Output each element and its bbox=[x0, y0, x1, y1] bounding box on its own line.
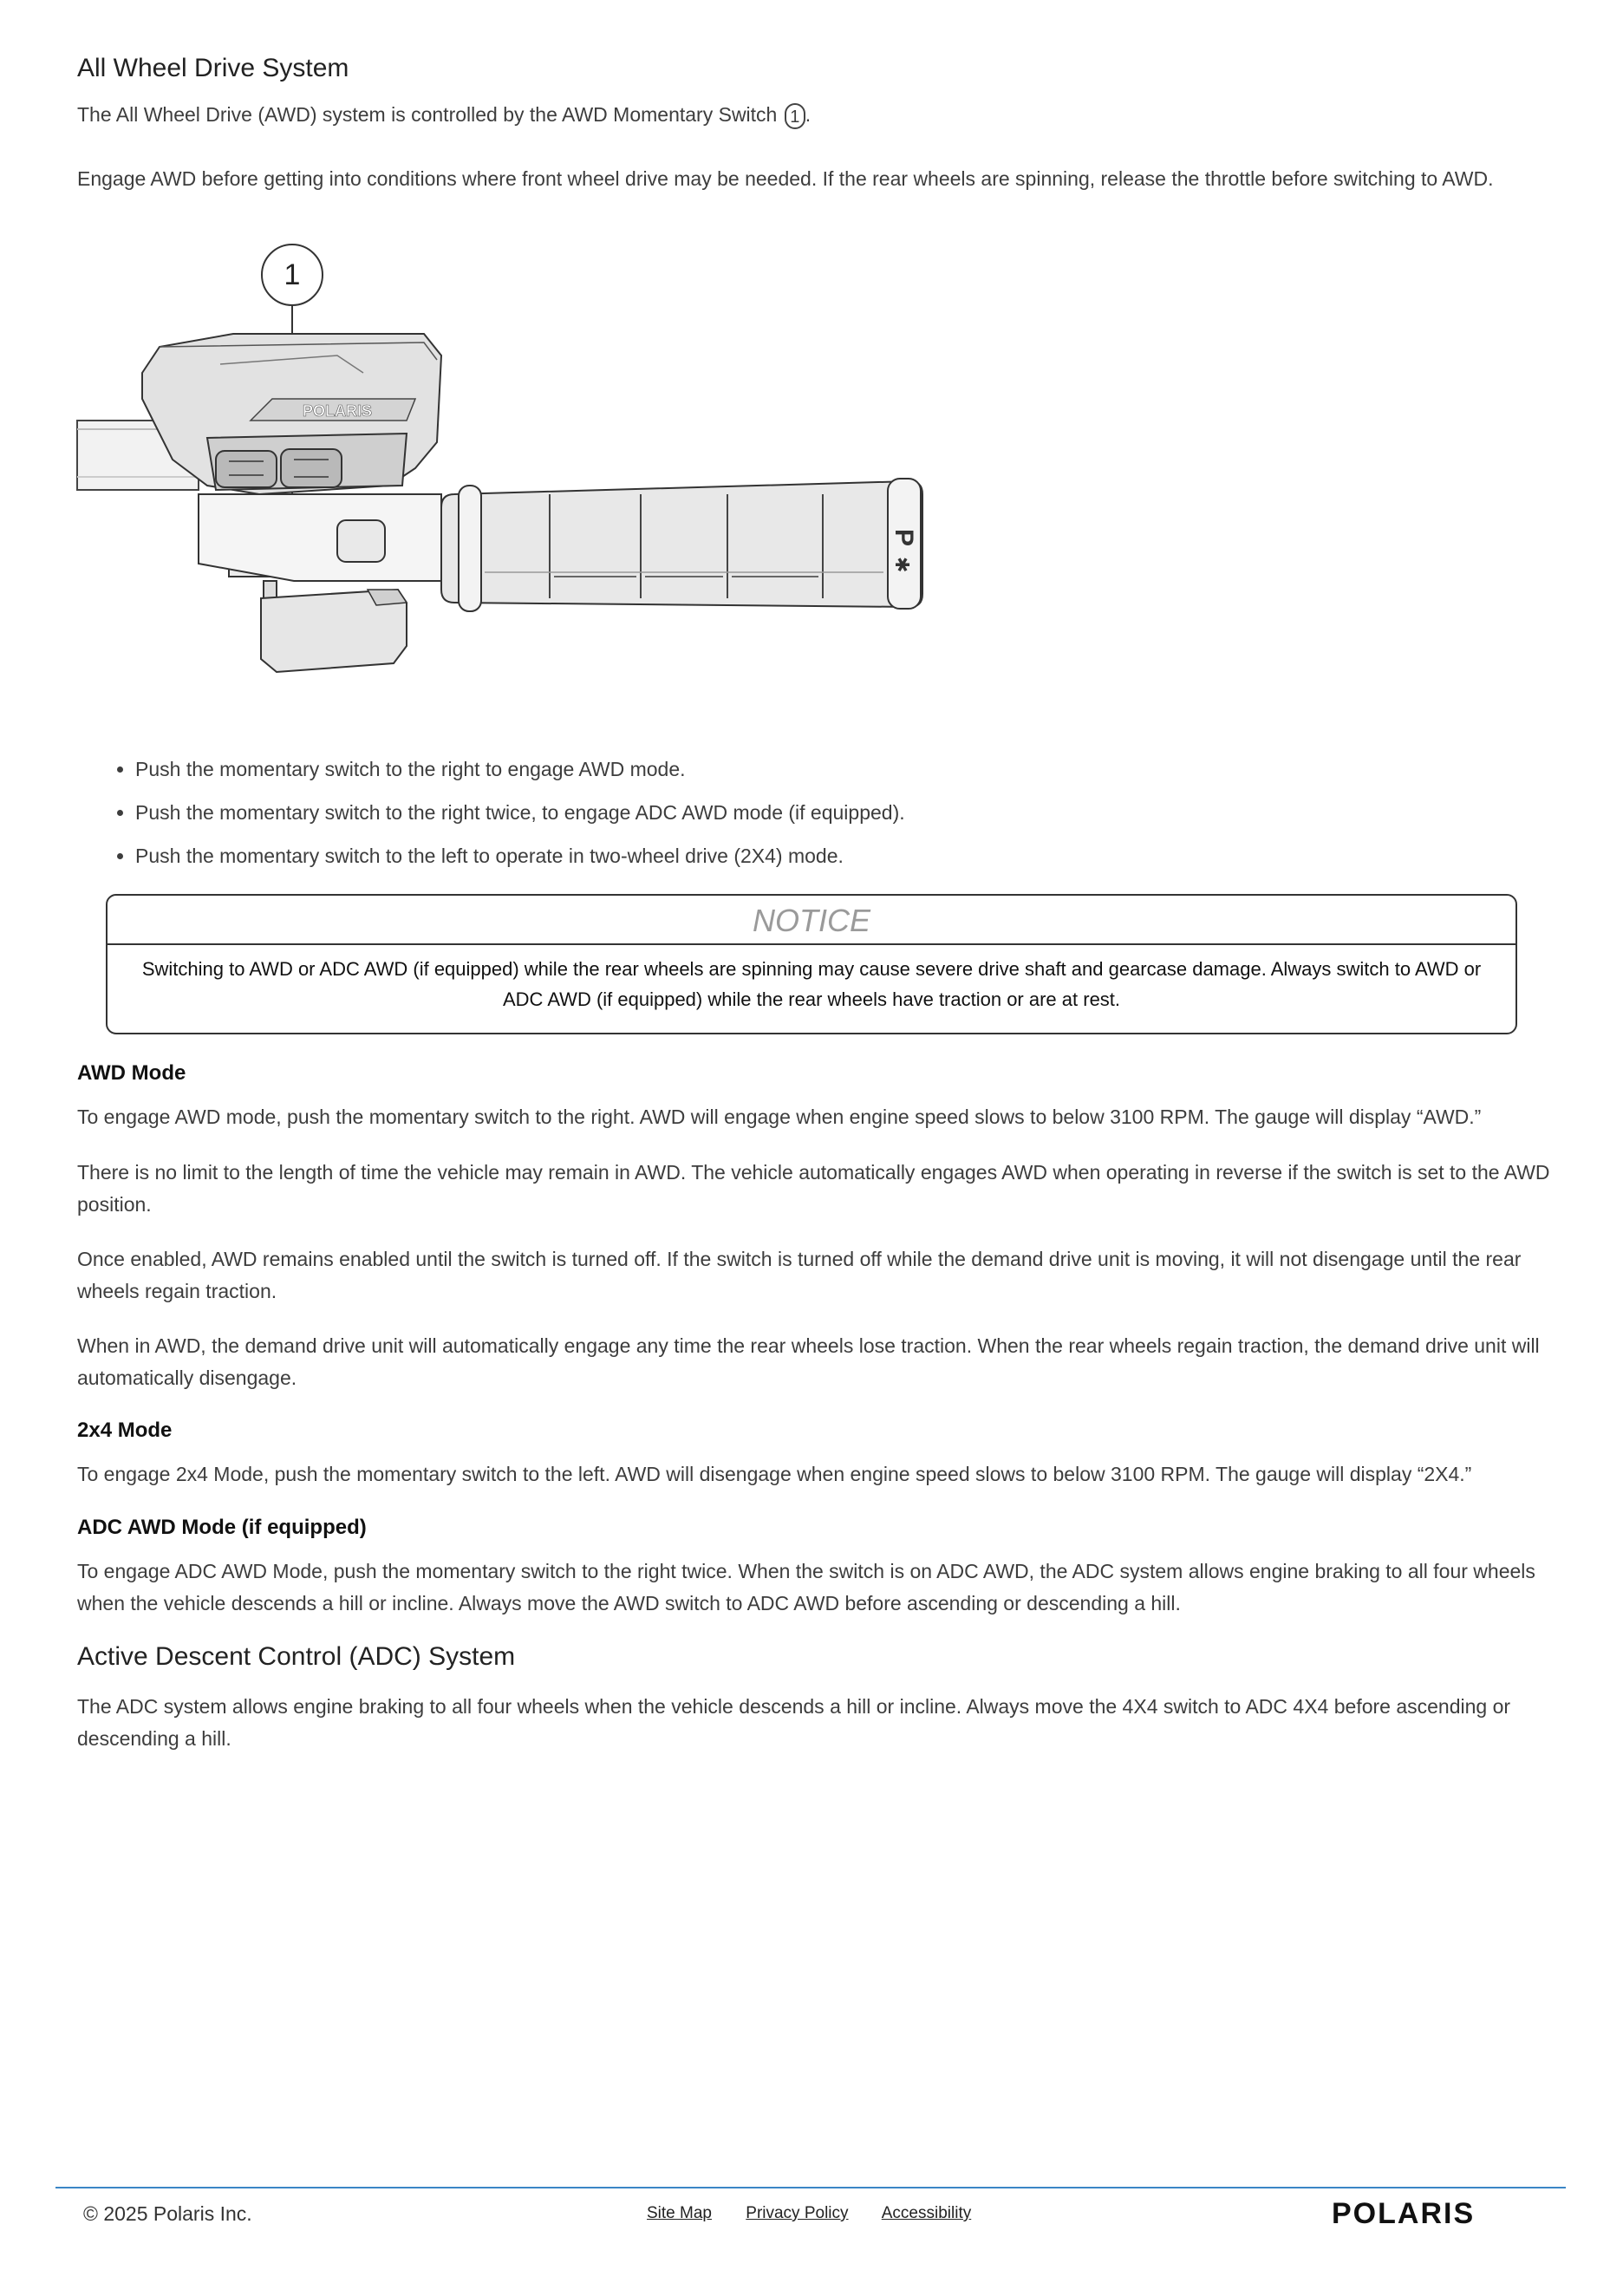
intro-suffix: . bbox=[805, 103, 812, 126]
accessibility-link[interactable]: Accessibility bbox=[881, 2204, 972, 2222]
intro-text: The All Wheel Drive (AWD) system is controlled by the AWD Momentary Switch bbox=[77, 103, 783, 126]
mode-2x4-paragraph: To engage 2x4 Mode, push the momentary switch to the left. AWD will disengage when engine speed slows to below 3100 RPM. The gauge will display “2X4.” bbox=[77, 1463, 1472, 1485]
awd-mode-heading: AWD Mode bbox=[77, 1061, 186, 1085]
awd-mode-paragraph-4: When in AWD, the demand drive unit will automatically engage any time the rear wheels lose traction. When the rear wheels regain traction, the demand drive unit will automatically disengage. bbox=[77, 1334, 1540, 1389]
section-title-awd-system: All Wheel Drive System bbox=[77, 54, 349, 82]
list-item: • Push the momentary switch to the left to operate in two-wheel drive (2X4) mode. bbox=[135, 839, 905, 883]
polaris-logo bbox=[1332, 2197, 1540, 2228]
notice-title: NOTICE bbox=[108, 896, 1515, 945]
adc-awd-heading: ADC AWD Mode (if equipped) bbox=[77, 1516, 367, 1539]
awd-mode-paragraph-3: Once enabled, AWD remains enabled until the switch is turned off. If the switch is turned off while the demand drive unit is moving, it will not disengage until the rear wheels regain traction. bbox=[77, 1248, 1522, 1302]
footer-logo-text: POLARIS bbox=[1332, 2197, 1476, 2230]
switch-instructions-list bbox=[109, 753, 905, 883]
svg-text:✱: ✱ bbox=[891, 557, 913, 573]
privacy-policy-link[interactable]: Privacy Policy bbox=[746, 2204, 849, 2222]
svg-text:P: P bbox=[890, 529, 918, 547]
figure-callout-label: 1 bbox=[284, 258, 301, 291]
awd-switch-illustration bbox=[77, 234, 918, 728]
adc-awd-paragraph: To engage ADC AWD Mode, push the momentary switch to the right twice. When the switch is on ADC AWD, the ADC system allows engine braking to all four wheels when the vehicle descends a hill or incline. Always move the AWD switch to ADC AWD before ascending or descending a hill. bbox=[77, 1560, 1535, 1614]
notice-box bbox=[106, 894, 1517, 1034]
footer-links bbox=[647, 2204, 1001, 2223]
site-map-link[interactable]: Site Map bbox=[647, 2204, 712, 2222]
mode-2x4-heading: 2x4 Mode bbox=[77, 1419, 173, 1442]
awd-mode-paragraph-2: There is no limit to the length of time the vehicle may remain in AWD. The vehicle automatically engages AWD when operating in reverse if the switch is set to the AWD position. bbox=[77, 1161, 1550, 1216]
intro-paragraph bbox=[77, 99, 1551, 131]
list-item: • Push the momentary switch to the right twice, to engage ADC AWD mode (if equipped). bbox=[135, 796, 905, 839]
housing-logo-text: POLARIS bbox=[302, 402, 373, 420]
footer-divider bbox=[55, 2187, 1566, 2188]
awd-mode-paragraph-1: To engage AWD mode, push the momentary switch to the right. AWD will engage when engine speed slows to below 3100 RPM. The gauge will display “AWD.” bbox=[77, 1106, 1482, 1128]
engage-awd-paragraph: Engage AWD before getting into conditions where front wheel drive may be needed. If the rear wheels are spinning, release the throttle before switching to AWD. bbox=[77, 167, 1494, 190]
section-title-adc-system: Active Descent Control (ADC) System bbox=[77, 1642, 516, 1671]
adc-system-paragraph: The ADC system allows engine braking to all four wheels when the vehicle descends a hill or incline. Always move the 4X4 switch to ADC 4X4 before ascending or descending a hill. bbox=[77, 1695, 1511, 1750]
callout-number-1: 1 bbox=[785, 103, 805, 129]
footer-copyright: © 2025 Polaris Inc. bbox=[83, 2202, 252, 2225]
notice-text: Switching to AWD or ADC AWD (if equipped) while the rear wheels are spinning may cause severe drive shaft and gearcase damage. Always switch to AWD or ADC AWD (if equipped) while the rear wheels have traction or are at rest. bbox=[141, 958, 1482, 1010]
list-item: • Push the momentary switch to the right to engage AWD mode. bbox=[135, 753, 905, 796]
